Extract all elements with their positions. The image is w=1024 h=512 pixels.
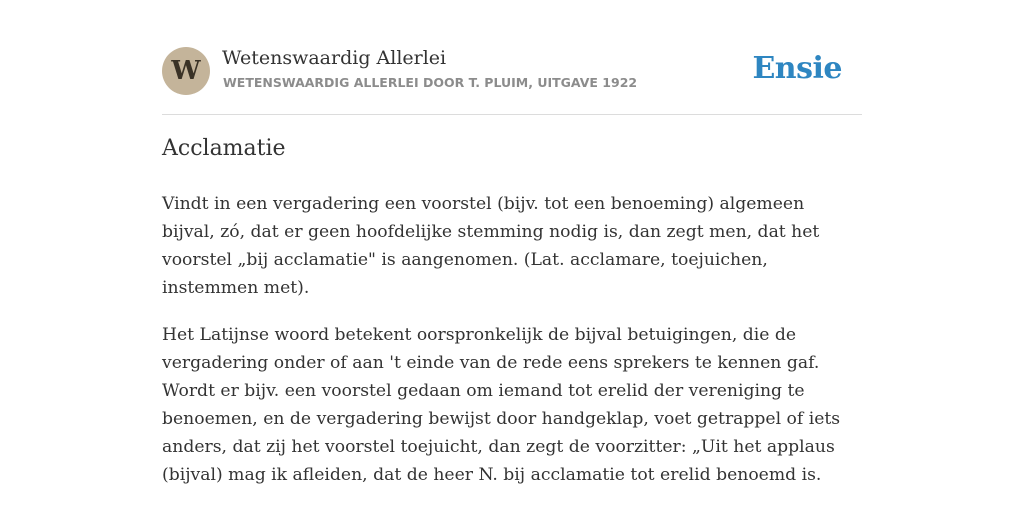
- article-title: Acclamatie: [162, 136, 286, 161]
- source-avatar[interactable]: W: [162, 47, 210, 95]
- header: [162, 46, 862, 115]
- source-title[interactable]: Wetenswaardig Allerlei: [222, 47, 447, 69]
- article-paragraph-1: Vindt in een vergadering een voorstel (bijv. tot een benoeming) algemeen bijval, zó, dat er geen hoofdelijke stemming nodig is, dan zegt men, dat het voorstel „bij acclamatie" is aangenomen. (Lat. acclamare, toejuichen, instemmen met).: [162, 194, 820, 298]
- article-paragraph-2: Het Latijnse woord betekent oorspronkelijk de bijval betuigingen, die de vergadering onder of aan 't einde van de rede eens sprekers te kennen gaf. Wordt er bijv. een voorstel gedaan om iemand tot erelid der vereniging te benoemen, en de vergadering bewijst door handgeklap, voet getrappel of iets anders, dat zij het voorstel toejuicht, dan zegt de voorzitter: „Uit het applaus (bijval) mag ik afleiden, dat de heer N. bij acclamatie tot erelid benoemd is.: [162, 325, 841, 485]
- article-body: [162, 190, 862, 508]
- source-subtitle: WETENSWAARDIG ALLERLEI DOOR T. PLUIM, UITGAVE 1922: [223, 75, 638, 90]
- brand-logo[interactable]: Ensie: [752, 51, 842, 86]
